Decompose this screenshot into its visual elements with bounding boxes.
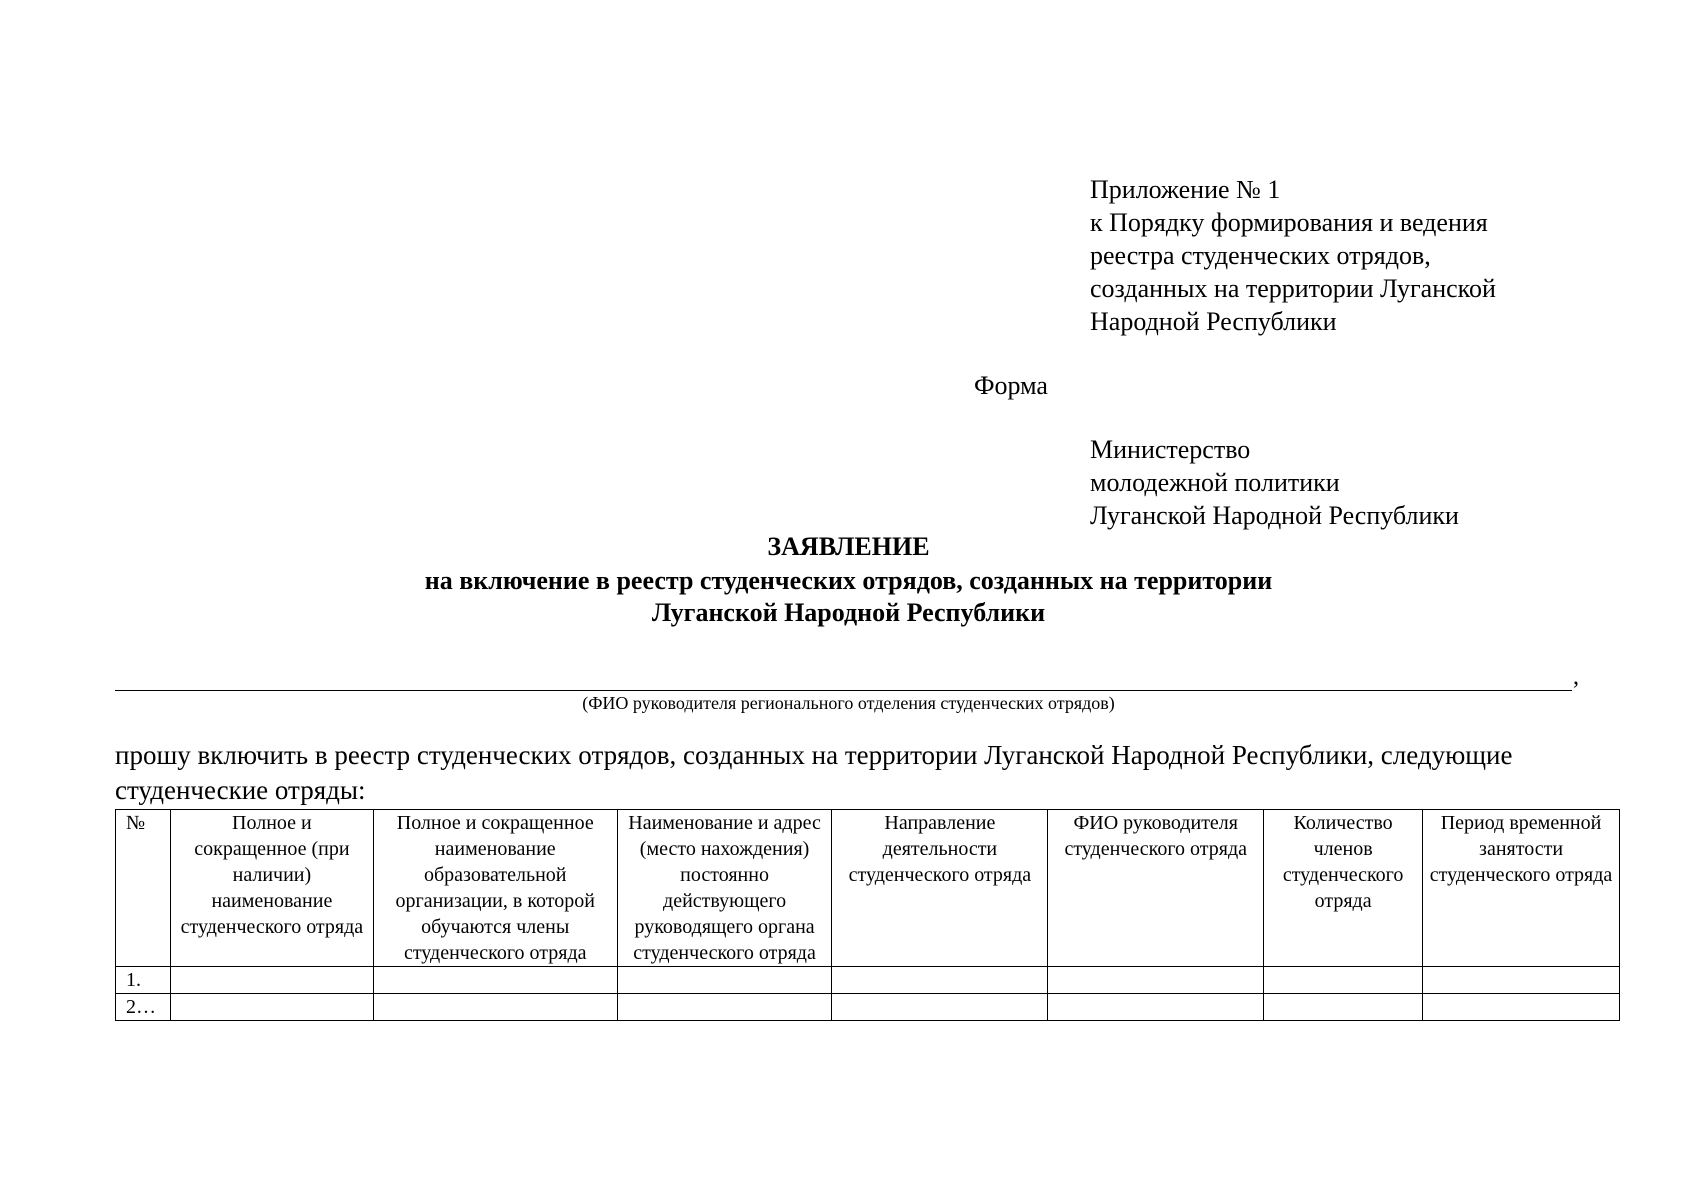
table-cell: [1423, 967, 1620, 994]
table-cell: [832, 967, 1048, 994]
header-activity-direction: Направление деятельности студенческого отряда: [832, 810, 1048, 967]
request-line-2: студенческие отряды:: [115, 775, 366, 805]
table-row: [116, 967, 1620, 994]
table-cell: 1.: [116, 967, 171, 994]
table-cell: [1264, 994, 1423, 1021]
signature-comma: ,: [1573, 664, 1579, 690]
header-employment-period: Период временной занятости студенческого отряда: [1423, 810, 1620, 967]
table-cell: 2…: [116, 994, 171, 1021]
table-cell: [170, 994, 373, 1021]
appendix-line: к Порядку формирования и ведения: [1090, 208, 1488, 237]
appendix-line: Приложение № 1: [1090, 175, 1281, 204]
table-cell: [1048, 994, 1264, 1021]
table-cell: [617, 994, 832, 1021]
signature-line: [115, 690, 1572, 691]
table-header-row: [116, 810, 1620, 967]
header-member-count: Количество членов студенческого отряда: [1264, 810, 1423, 967]
addressee-line: молодежной политики: [1090, 468, 1340, 497]
title-heading: ЗАЯВЛЕНИЕ: [767, 532, 930, 561]
header-squad-name: Полное и сокращенное (при наличии) наименование студенческого отряда: [170, 810, 373, 967]
appendix-line: созданных на территории Луганской: [1090, 274, 1496, 303]
header-number: №: [116, 810, 171, 967]
table-cell: [1048, 967, 1264, 994]
title-line-1: на включение в реестр студенческих отрядов, созданных на территории: [424, 566, 1273, 595]
addressee-line: Луганской Народной Республики: [1090, 501, 1459, 530]
appendix-line: реестра студенческих отрядов,: [1090, 241, 1431, 270]
signature-caption: (ФИО руководителя регионального отделения студенческих отрядов): [582, 693, 1115, 713]
table-cell: [1264, 967, 1423, 994]
table-cell: [617, 967, 832, 994]
table-cell: [373, 967, 617, 994]
header-education-org: Полное и сокращенное наименование образовательной организации, в которой обучаются члены студенческого отряда: [373, 810, 617, 967]
table-cell: [373, 994, 617, 1021]
title-line-2: Луганской Народной Республики: [651, 598, 1046, 627]
table-cell: [1423, 994, 1620, 1021]
table-cell: [832, 994, 1048, 1021]
addressee: [1090, 433, 1459, 532]
header-leader-name: ФИО руководителя студенческого отряда: [1048, 810, 1264, 967]
squads-table: [115, 809, 1620, 1021]
addressee-line: Министерство: [1090, 435, 1251, 464]
appendix-line: Народной Республики: [1090, 307, 1337, 336]
request-line-1: прошу включить в реестр студенческих отрядов, созданных на территории Луганской Народной Республики, следующие: [115, 740, 1513, 770]
appendix-note: [1090, 173, 1496, 338]
table-row: [116, 994, 1620, 1021]
form-label: Форма: [974, 371, 1048, 400]
request-text: [115, 738, 1615, 808]
header-governing-body: Наименование и адрес (место нахождения) постоянно действующего руководящего органа студенческого отряда: [617, 810, 832, 967]
table-cell: [170, 967, 373, 994]
